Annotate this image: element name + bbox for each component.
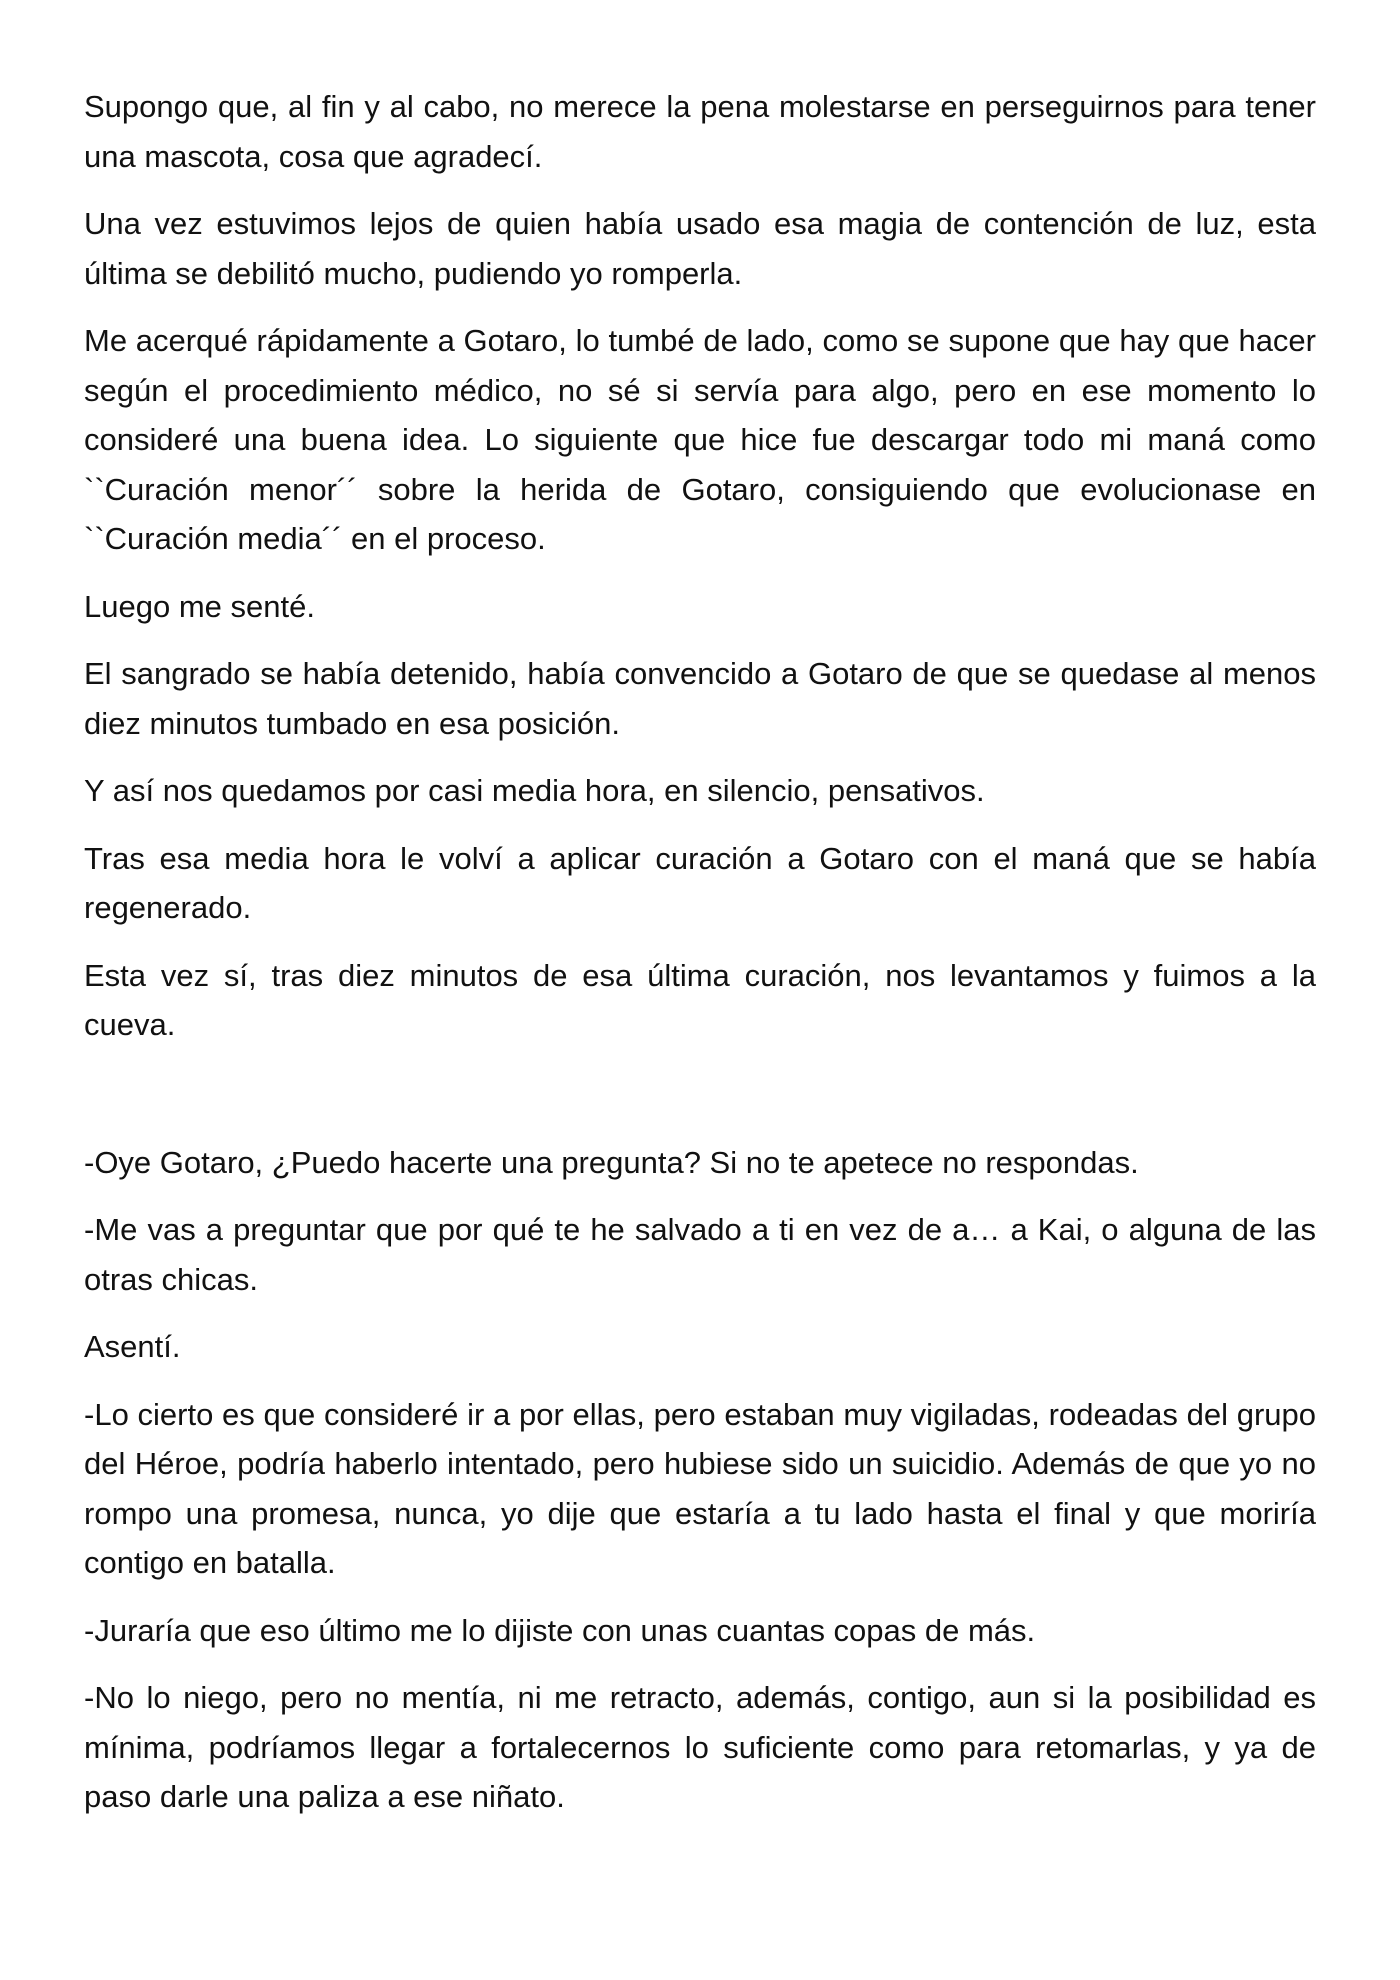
scene-break-spacer [84,1068,1316,1138]
paragraph-1: Supongo que, al fin y al cabo, no merece la pena molestarse en perseguirnos para tener una mascota, cosa que agradecí. [84,89,1316,174]
dialogue-line-5: -Juraría que eso último me lo dijiste con unas cuantas copas de más. [84,1612,1036,1648]
paragraph-2: Una vez estuvimos lejos de quien había usado esa magia de contención de luz, esta última se debilitó mucho, pudiendo yo romperla. [84,206,1316,291]
dialogue-line-2: -Me vas a preguntar que por qué te he salvado a ti en vez de a… a Kai, o alguna de las otras chicas. [84,1212,1316,1297]
dialogue-line-4: -Lo cierto es que consideré ir a por ellas, pero estaban muy vigiladas, rodeadas del grupo del Héroe, podría haberlo intentado, pero hubiese sido un suicidio. Además de que yo no rompo una promesa, nunca, yo dije que estaría a tu lado hasta el final y que moriría contigo en batalla. [84,1396,1316,1580]
paragraph-6: Y así nos quedamos por casi media hora, en silencio, pensativos. [84,773,985,808]
paragraph-4: Luego me senté. [84,588,315,624]
paragraph-5: El sangrado se había detenido, había convencido a Gotaro de que se quedase al menos diez minutos tumbado en esa posición. [84,656,1316,741]
paragraph-7: Tras esa media hora le volví a aplicar curación a Gotaro con el maná que se había regenerado. [84,840,1316,925]
dialogue-line-1: -Oye Gotaro, ¿Puedo hacerte una pregunta? Si no te apetece no respondas. [84,1144,1139,1180]
paragraph-8: Esta vez sí, tras diez minutos de esa última curación, nos levantamos y fuimos a la cueva. [84,957,1316,1042]
dialogue-line-6: -No lo niego, pero no mentía, ni me retracto, además, contigo, aun si la posibilidad es mínima, podríamos llegar a fortalecernos lo suficiente como para retomarlas, y ya de paso darle una paliza a ese niñato. [84,1680,1316,1814]
paragraph-3: Me acerqué rápidamente a Gotaro, lo tumbé de lado, como se supone que hay que hacer según el procedimiento médico, no sé si servía para algo, pero en ese momento lo consideré una buena idea. Lo siguiente que hice fue descargar todo mi maná como ``Curación menor´´ sobre la herida de Gotaro, consiguiendo que evolucionase en ``Curación media´´ en el proceso. [84,323,1316,556]
document-body [84,82,1316,1822]
dialogue-line-3: Asentí. [84,1329,181,1364]
